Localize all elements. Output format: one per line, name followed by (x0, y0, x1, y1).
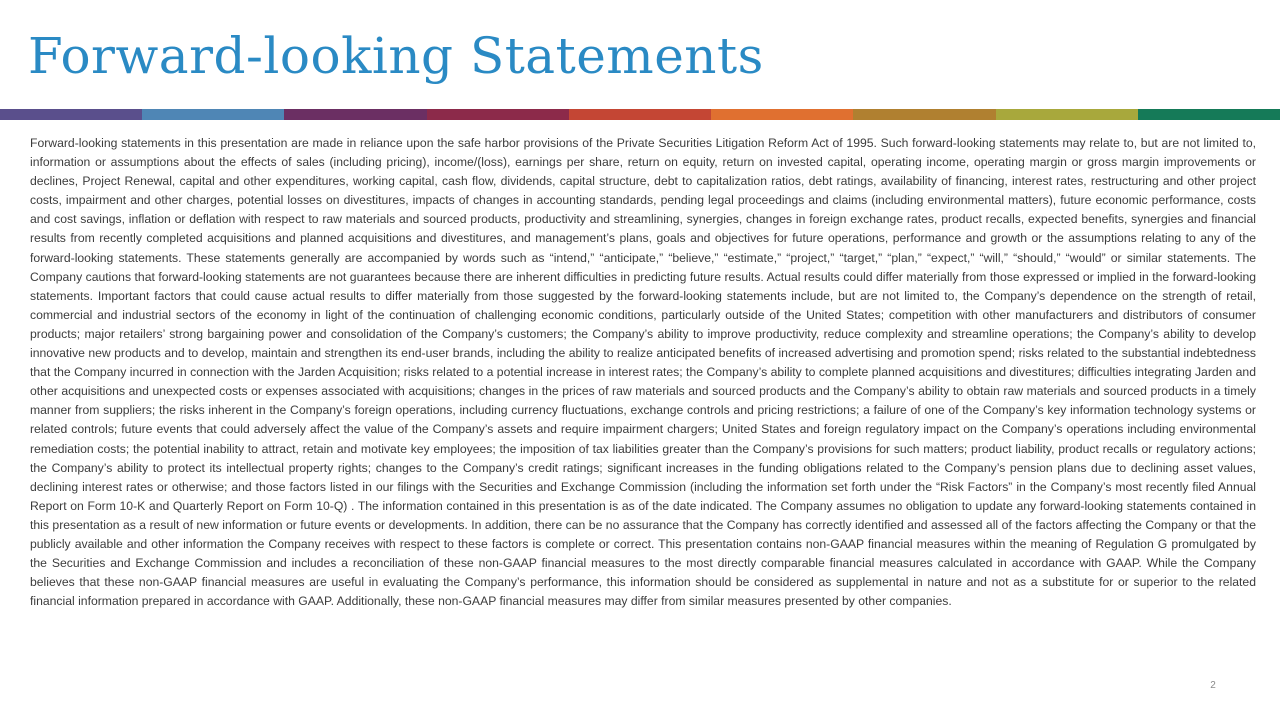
color-band-divider (0, 109, 1280, 120)
color-band-segment-3 (284, 109, 426, 120)
color-band-segment-7 (853, 109, 995, 120)
slide-title: Forward-looking Statements (28, 27, 764, 85)
color-band-segment-2 (142, 109, 284, 120)
color-band-segment-1 (0, 109, 142, 120)
page-number: 2 (1210, 680, 1216, 691)
color-band-segment-4 (427, 109, 569, 120)
color-band-segment-6 (711, 109, 853, 120)
disclaimer-body-text: Forward-looking statements in this presentation are made in reliance upon the safe harbor provisions of the Private Securities Litigation Reform Act of 1995. Such forward-looking statements may relate to, but are not limited to, information or assumptions about the effects of sales (including pricing), income/(loss), earnings per share, return on equity, return on invested capital, operating income, operating margin or gross margin improvements or declines, Project Renewal, capital and other expenditures, working capital, cash flow, dividends, capital structure, debt to capitalization ratios, debt ratings, availability of financing, interest rates, restructuring and other project costs, impairment and other charges, potential losses on divestitures, impacts of changes in accounting standards, pending legal proceedings and claims (including environmental matters), future economic performance, costs and cost savings, inflation or deflation with respect to raw materials and sourced products, productivity and streamlining, synergies, changes in foreign exchange rates, product recalls, expected benefits, synergies and financial results from recently completed acquisitions and planned acquisitions and divestitures, and management’s plans, goals and objectives for future operations, performance and growth or the assumptions relating to any of the forward-looking statements. These statements generally are accompanied by words such as “intend,” “anticipate,” “believe,” “estimate,” “project,” “target,” “plan,” “expect,” “will,” “should,” “would” or similar statements. The Company cautions that forward-looking statements are not guarantees because there are inherent difficulties in predicting future results. Actual results could differ materially from those expressed or implied in the forward-looking statements. Important factors that could cause actual results to differ materially from those suggested by the forward-looking statements include, but are not limited to, the Company’s dependence on the strength of retail, commercial and industrial sectors of the economy in light of the continuation of challenging economic conditions, particularly outside of the United States; competition with other manufacturers and distributors of consumer products; major retailers’ strong bargaining power and consolidation of the Company’s customers; the Company’s ability to improve productivity, reduce complexity and streamline operations; the Company’s ability to develop innovative new products and to develop, maintain and strengthen its end-user brands, including the ability to realize anticipated benefits of increased advertising and promotion spend; risks related to the substantial indebtedness that the Company incurred in connection with the Jarden Acquisition; risks related to a potential increase in interest rates; the Company’s ability to complete planned acquisitions and divestitures; difficulties integrating Jarden and other acquisitions and unexpected costs or expenses associated with acquisitions; changes in the prices of raw materials and sourced products and the Company’s ability to obtain raw materials and sourced products in a timely manner from suppliers; the risks inherent in the Company’s foreign operations, including currency fluctuations, exchange controls and pricing restrictions; a failure of one of the Company’s key information technology systems or related controls; future events that could adversely affect the value of the Company’s assets and require impairment chargers; United States and foreign regulatory impact on the Company’s operations including environmental remediation costs; the potential inability to attract, retain and motivate key employees; the imposition of tax liabilities greater than the Company’s provisions for such matters; product liability, product recalls or regulatory actions; the Company’s ability to protect its intellectual property rights; changes to the Company’s credit ratings; significant increases in the funding obligations related to the Company’s pension plans due to declining asset values, declining interest rates or otherwise; and those factors listed in our filings with the Securities and Exchange Commission (including the information set forth under the “Risk Factors” in the Company’s most recently filed Annual Report on Form 10-K and Quarterly Report on Form 10-Q) . The information contained in this presentation is as of the date indicated. The Company assumes no obligation to update any forward-looking statements contained in this presentation as a result of new information or future events or developments. In addition, there can be no assurance that the Company has correctly identified and assessed all of the factors affecting the Company or that the publicly available and other information the Company receives with respect to these factors is complete or correct. This presentation contains non-GAAP financial measures within the meaning of Regulation G promulgated by the Securities and Exchange Commission and includes a reconciliation of these non-GAAP financial measures to the most directly comparable financial measures calculated in accordance with GAAP. While the Company believes that these non-GAAP financial measures are useful in evaluating the Company’s performance, this information should be considered as supplemental in nature and not as a substitute for or superior to the related financial information prepared in accordance with GAAP. Additionally, these non-GAAP financial measures may differ from similar measures presented by other companies. (30, 136, 1256, 609)
color-band-segment-9 (1138, 109, 1280, 120)
color-band-segment-5 (569, 109, 711, 120)
color-band-segment-8 (996, 109, 1138, 120)
